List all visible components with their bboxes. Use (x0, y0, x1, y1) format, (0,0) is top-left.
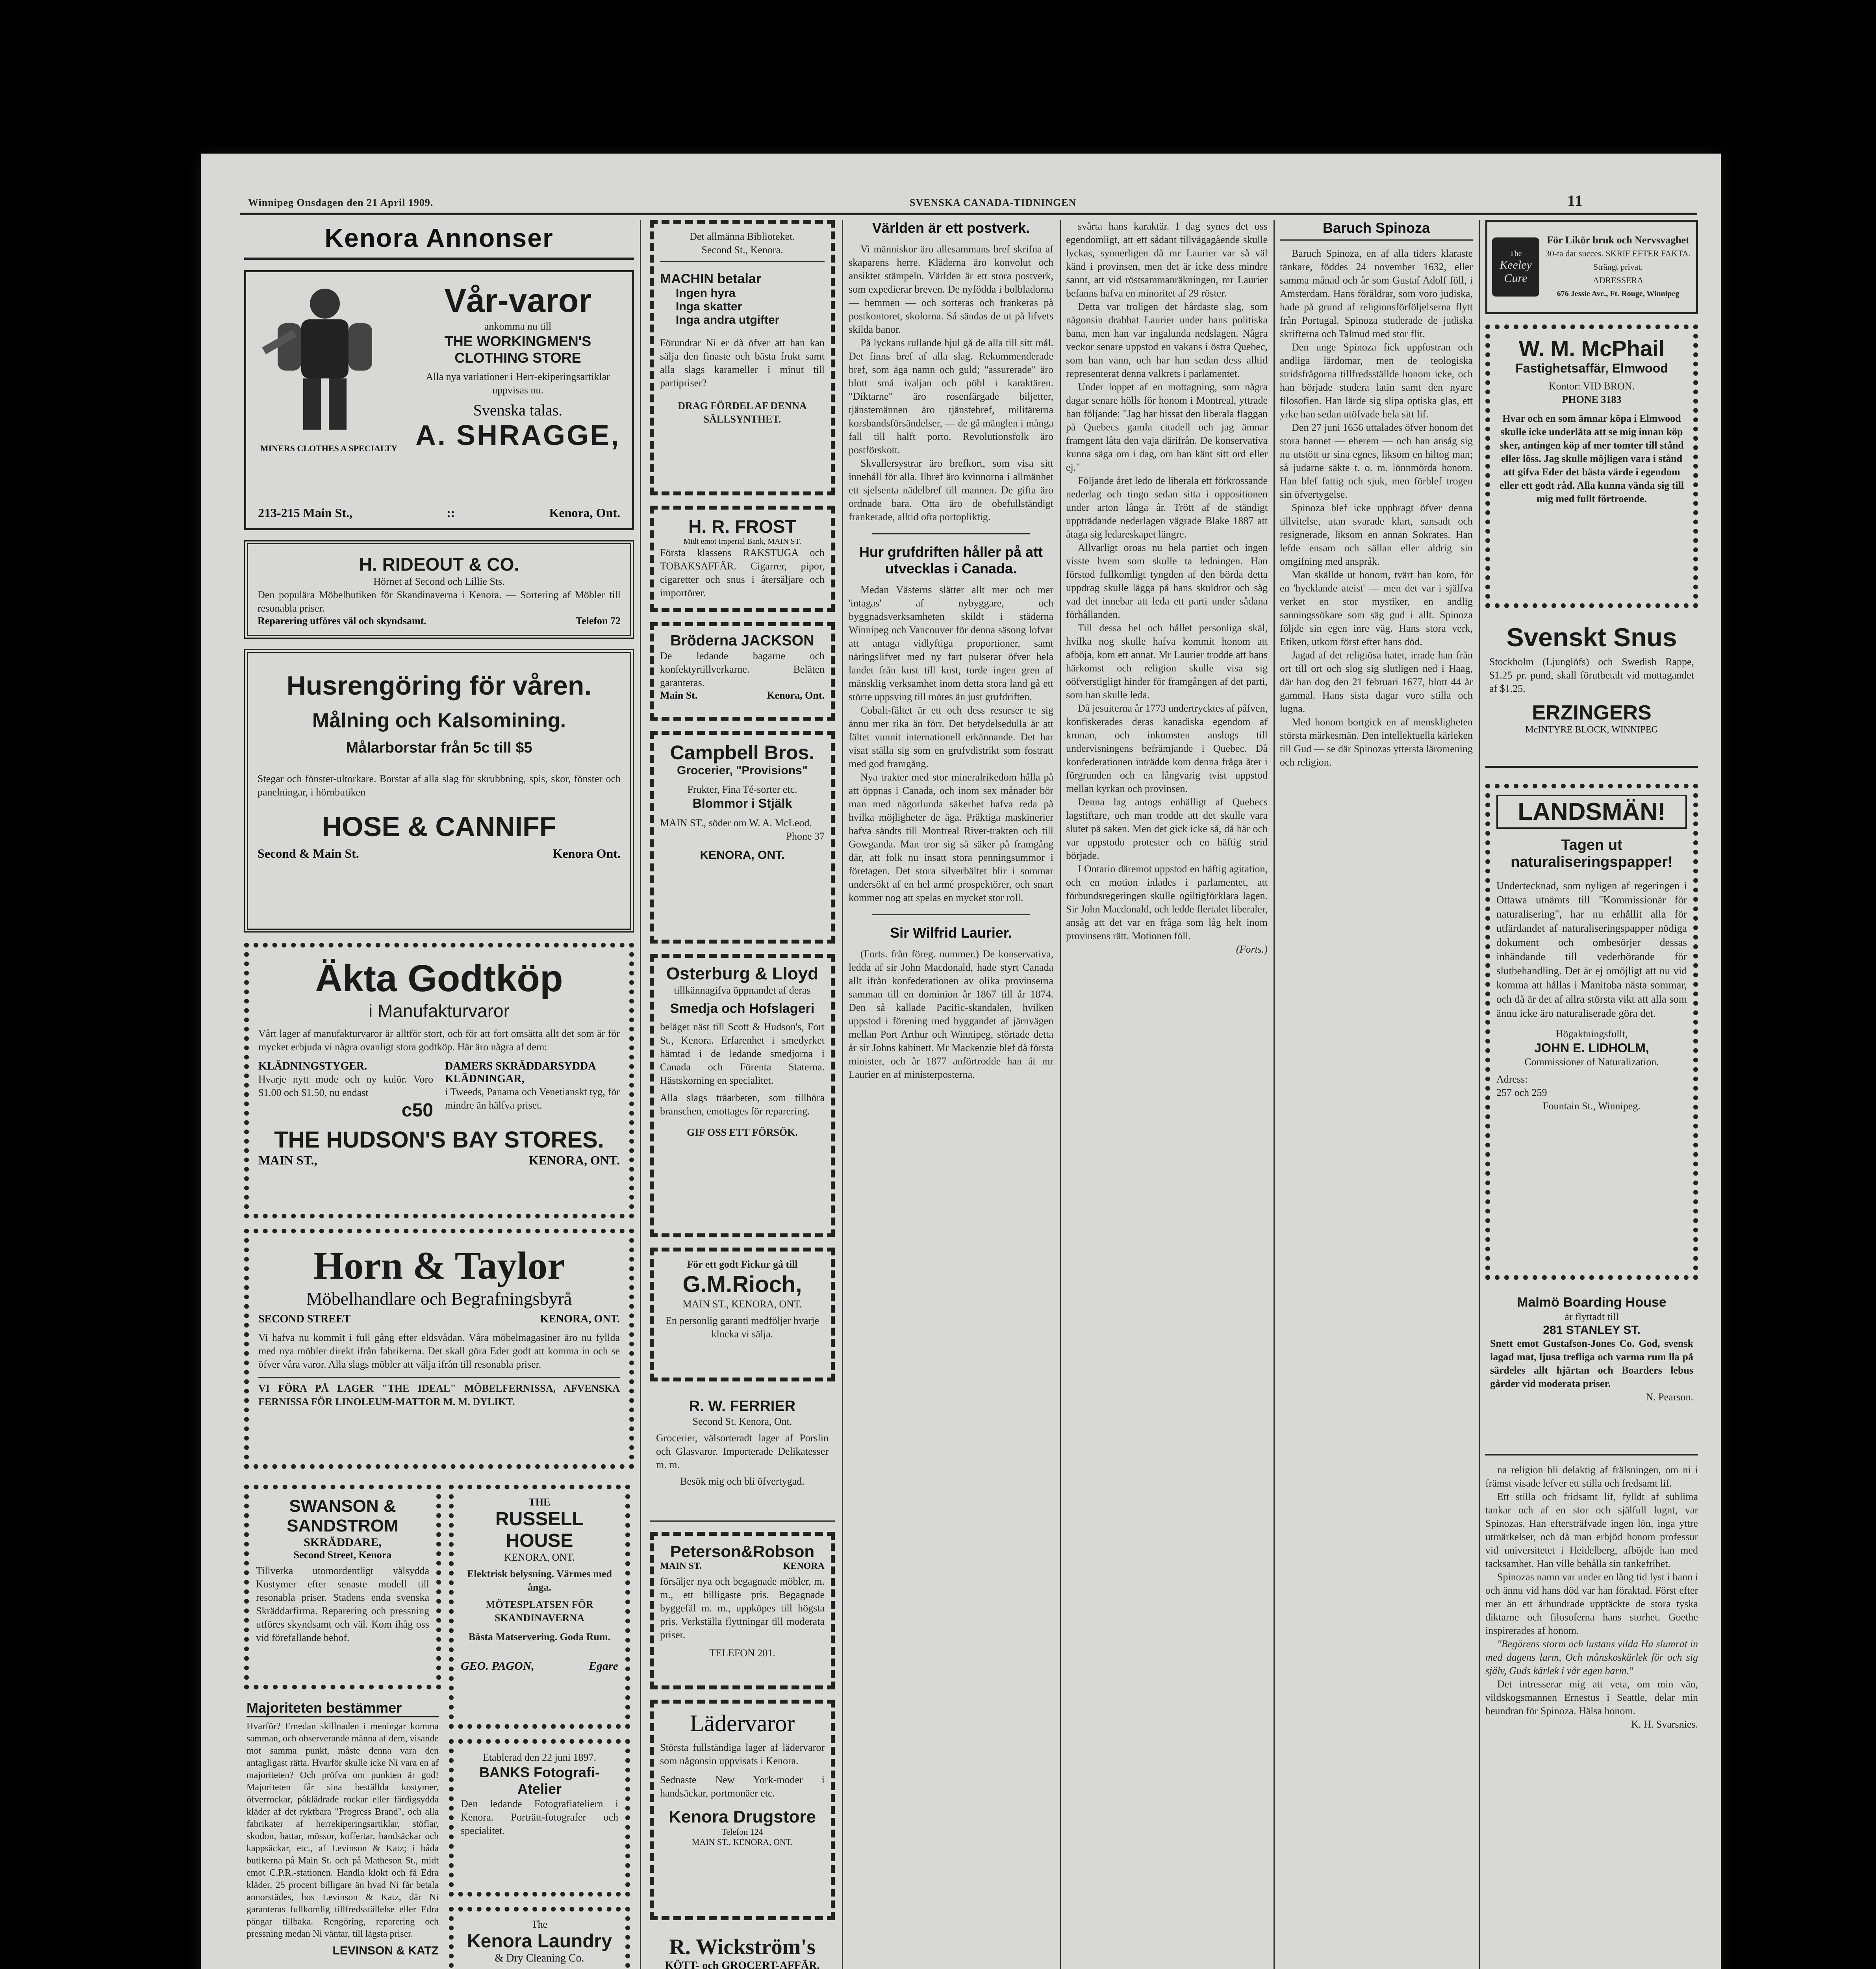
hose-sub2: Målarborstar från 5c till $5 (346, 740, 532, 756)
ferrier-body: Grocerier, välsorteradt lager af Porslin och Glasvaror. Importerade Delikatesser m. m. (656, 1432, 829, 1470)
wickstrom-name: R. Wickström's (669, 1935, 816, 1959)
column-rule (640, 220, 641, 1969)
wickstrom-sub: KÖTT- och GROCERT-AFFÄR. (665, 1960, 820, 1969)
keeley-logo-name: Keeley (1500, 258, 1532, 271)
keeley-line1: För Likör bruk och Nervsvaghet (1547, 234, 1689, 246)
machin-line1: MACHIN betalar (660, 271, 761, 286)
column-rule (1274, 220, 1275, 1969)
horn-title: Horn & Taylor (313, 1244, 565, 1287)
rideout-tel: Telefon 72 (576, 615, 621, 627)
swanson-body: Tillverka utomordentligt välsydda Kostymer efter senaste modell till resonabla priser. Stadens enda svenska Skräddarfirma. Reparering och pressning utföres skyndsamt och väl. Kom ihåg oss vid förefallande behof. (256, 1565, 429, 1643)
horn-address: SECOND STREET (258, 1313, 351, 1325)
banks-body: Den ledande Fotografiateliern i Kenora. Porträtt-fotografer och specialitet. (461, 1798, 618, 1836)
banks-ad (449, 1739, 630, 1897)
article-continued: (Forts.) (1236, 944, 1268, 955)
rideout-line1: Hörnet af Second och Lillie Sts. (373, 576, 505, 587)
rioch-name: G.M.Rioch, (682, 1272, 802, 1297)
frost-line1: Midt emot Imperial Bank, MAIN ST. (683, 537, 801, 546)
hose-body: Stegar och fönster-ultorkare. Borstar af alla slag för skrubbning, spis, skor, fönster och panelningar, i hörnbutiken (258, 773, 621, 798)
shragge-city: Kenora, Ont. (549, 506, 620, 520)
osterburg-ad (650, 954, 835, 1237)
horn-line2: VI FÖRA PÅ LAGER "THE IDEAL" MÖBELFERNISSA, AFVENSKA FERNISSA FÖR LINOLEUM-MATTOR M. M. DYLIKT. (258, 1377, 620, 1409)
mcphail-name: W. M. McPhail (1518, 336, 1665, 361)
winnipeg-ads-column (1485, 220, 1698, 1969)
article-paragraph: Under loppet af en mottagning, som några dagar senare hölls för honom i Montreal, yttrade han följande: "Jag har hissat den liberala flaggan på Quebecs gamla citadell och jag ämnar framgent låta den vaja därifrån. De konservativa kunna säga om i dag, om han känt sitt ord eller ej." (1066, 381, 1268, 473)
shragge-line1: ankomma nu till (484, 321, 552, 332)
peterson-robson-ad (650, 1532, 835, 1689)
rioch-line1: För ett godt Fickur gå till (687, 1259, 798, 1270)
majority-body: Hvarför? Emedan skillnaden i meningar komma samman, och observerande männa af dem, visande mot samma punkt, måste denna vara den antagligast rätta. Hvarför skulle icke Ni vara en af majoriteten? Och pröfva om punkten är god! Majoriteten får sina beställda kostymer, öfverrockar, påklädrade rockar eller färdigsydda kläder af det ryktbara "Progress Brand", och alla fabrikater af herrekiperingsartiklar, stöflar, skodon, hattar, mössor, koffertar, handsäckar och kappsäckar, etc., af Levinson & Katz; i båda butikerna på Main St. och på Matheson St., midt emot C.P.R.-stationen. Handla klokt och få Edra kläder, 25 procent billigare än hvad Ni får betala annorstädes, hos Levinson & Katz, där Ni garanteras fullkomlig tillfredsställelse eller Edra pängar tillbaka. Rengöring, reparering och pressning medan Ni väntar, till lägsta priser. (247, 1721, 439, 1939)
column-rule (842, 220, 843, 1969)
miner-figure (254, 280, 404, 454)
kenora-annonser-banner: Kenora Annonser (244, 220, 634, 260)
keeley-logo-the: The (1509, 249, 1522, 258)
miner-figure-illustration (254, 280, 396, 441)
malmo-title: Malmö Boarding House (1517, 1295, 1667, 1310)
article-paragraph: Det intresserar mig att veta, om min vän, vildskogsmannen Ernestus i Seattle, delar min beundran för Spinoza. Hälsa honom. (1485, 1678, 1698, 1717)
jackson-ad (650, 622, 835, 721)
drugstore-line2: Sednaste New York-moder i handsäckar, portmonäer etc. (660, 1774, 825, 1799)
snus-title: Svenskt Snus (1506, 623, 1677, 652)
osterburg-tag: GIF OSS ETT FÖRSÖK. (687, 1127, 798, 1138)
article-paragraph: Jagad af det religiösa hatet, irrade han från ort till ort och slog sig slutligen ned i Haag, där han dog den 21 februari 1677, blott 44 år gammal. Hans sista dagar voro stilla och lugna. (1280, 649, 1473, 714)
masthead-rule (240, 213, 1697, 215)
campbell-city: KENORA, ONT. (700, 849, 785, 862)
frost-name: H. R. FROST (688, 516, 796, 537)
article-paragraph: Allvarligt oroas nu hela partiet och ingen visste hvem som skulle ta ledningen. Han förstod fullkomligt tyngden af den börda detta uppdrag skulle lägga på hans skuldror och såg vad det innebar att leda ett parti under sådana förhållanden. (1066, 542, 1268, 620)
horn-city: KENORA, ONT. (540, 1313, 620, 1325)
rioch-address: MAIN ST., KENORA, ONT. (682, 1298, 802, 1310)
article-paragraph: Ett stilla och fridsamt lif, fylldt af sublima tankar och af en stor och själfull lugnt, var Spinozas. Han eftersträfvade ingen lön, inga yttre utmärkelser, och då man erbjöd honom professur vid universitetet i Heidelberg, afböjde han med tacksamhet. Han ville behålla sin tankefrihet. (1485, 1491, 1698, 1569)
peterson-city: KENORA (783, 1561, 825, 1571)
keeley-address: 676 Jessie Ave., Ft. Rouge, Winnipeg (1557, 289, 1680, 298)
mcphail-tel: PHONE 3183 (1562, 394, 1622, 405)
hudson-bay-ad (244, 943, 634, 1218)
hudson-h2: DAMERS SKRÄDDARSYDDA KLÄDNINGAR, (445, 1060, 595, 1085)
masthead-date: Winnipeg Onsdagen den 21 April 1909. (248, 197, 434, 208)
mcphail-sub: Fastighetsaffär, Elmwood (1515, 361, 1668, 375)
machin-tag: DRAG FÖRDEL AF DENNA SÄLLSYNTHET. (678, 400, 807, 425)
campbell-sub: Grocerier, "Provisions" (677, 764, 808, 777)
article-paragraph: Med honom bortgick en af menskligheten största märkesmän. Den intellektuella kärleken till Gud — se där Spinozas yttersta läromening och religion. (1280, 716, 1473, 768)
article-paragraph: Följande året ledo de liberala ett förkrossande nederlag och tingo sedan sitta i oppositionen under arton långa år. Trött af de ständigt uppträdande nederlagen vägrade Blake 1887 att åtaga sig ledareskapet längre. (1066, 475, 1268, 540)
campbell-name: Campbell Bros. (670, 742, 815, 764)
swanson-title: SWANSON & SANDSTROM (287, 1496, 399, 1535)
russell-role: Egare (589, 1659, 618, 1672)
malmo-address: 281 STANLEY ST. (1543, 1324, 1641, 1337)
russell-house-ad (449, 1485, 630, 1729)
hudson-address: MAIN ST., (258, 1153, 317, 1167)
hudson-sub: i Manufakturvaror (369, 1001, 510, 1021)
landsman-city: Fountain St., Winnipeg. (1543, 1100, 1641, 1112)
horn-sub: Möbelhandlare och Begrafningsbyrå (306, 1289, 572, 1309)
swanson-address: Second Street, Kenora (293, 1549, 392, 1561)
article-paragraph: Man skällde ut honom, tvärt han kom, för en 'hycklande ateist' — men det var i själfva verket en stor mystiker, en andlig sanningssökare som säg gud i allt. Spinoza följde sin egen inre väg. Hans stora verk, Etiken, utkom först efter hans död. (1280, 569, 1473, 647)
hudson-city: KENORA, ONT. (528, 1153, 620, 1167)
jackson-address: Main St. (660, 690, 698, 701)
mcphail-line1: Kontor: VID BRON. (1548, 380, 1635, 392)
landsman-line2: Högaktningsfullt, (1555, 1028, 1628, 1040)
drugstore-name: Kenora Drugstore (668, 1807, 816, 1826)
campbell-ad (650, 731, 835, 944)
article-paragraph: Då jesuiterna år 1773 undertrycktes af påfven, konfiskerades deras kanadiska egendom af kronan, och inkomsten anslogs till undervisningens befrämjande i Quebec. Då konfederationen inträdde kom denna fråga åter i förgrunden och en långvarig tvist uppstod mellan kyrkan och provinsen. (1066, 703, 1268, 794)
shragge-line5: Svenska talas. (473, 401, 563, 419)
article-column-2 (1066, 220, 1268, 1969)
shragge-sep: :: (447, 506, 455, 520)
russell-title: RUSSELL HOUSE (495, 1509, 584, 1551)
library-line1: Det allmänna Biblioteket. (690, 231, 795, 242)
article-paragraph: Nya trakter med stor mineralrikedom hålla på att öppnas i Canada, och inom sex månader bör man med någorlunda säkerhet hafva reda på hvilka möjligheter de äga. Präktiga maskinerier hafva sändts till Montreal River-trakten och till Gowganda. Man tror sig så säker på framgång där, att folk nu insatt stora penningsummor i företagen. Det stora silverbältet blir i sommar undersökt af en hel armé prospektörer, och snart kommer nog att spelas en mycket stor roll. (849, 771, 1053, 903)
article-paragraph: Den unge Spinoza fick uppfostran och andliga lärdomar, men de teologiska stridsfrågorna tillfredsställde honom icke, och han började studera latin samt den nyare filosofien. Han lärde sig slipa optiska glas, ett yrke han sedan utöfvade hela sitt lif. (1280, 341, 1473, 420)
hudson-price: c50 (401, 1100, 433, 1121)
peterson-tel: TELEFON 201. (709, 1647, 775, 1659)
ferrier-ad (650, 1392, 835, 1522)
shragge-title: Vår-varor (444, 282, 591, 319)
malmo-body: Snett emot Gustafson-Jones Co. God, svensk lagad mat, ljusa trefliga och varma rum lla på särdeles allt hjärtan och Boarders lebus gårder vid moderata priser. (1490, 1338, 1693, 1389)
kenora-ads-column (244, 220, 634, 1969)
campbell-line2: Blommor i Stjälk (692, 796, 792, 810)
snus-address: McINTYRE BLOCK, WINNIPEG (1525, 725, 1658, 735)
drugstore-tel: Telefon 124 (721, 1827, 763, 1837)
jackson-name: Bröderna JACKSON (670, 632, 814, 649)
hudson-name: THE HUDSON'S BAY STORES. (274, 1127, 604, 1153)
russell-city: KENORA, ONT. (504, 1552, 575, 1563)
shragge-line4: Alla nya variationer i Herr-ekiperingsartiklar uppvisas nu. (426, 371, 610, 396)
kenora-drugstore-ad (650, 1700, 835, 1920)
article-column-3 (1280, 220, 1473, 1969)
shragge-line3: CLOTHING STORE (454, 350, 581, 366)
rideout-line3: Reparering utföres väl och skyndsamt. (258, 615, 426, 627)
landsman-line3: Adress: (1496, 1073, 1528, 1085)
swanson-sandstrom-ad (244, 1485, 441, 1689)
article-paragraph: I Ontario däremot uppstod en häftig agitation, och en motion inlades i parlamentet, att förbundsregeringen skulle ogiltigförklara lagen. Sir John Macdonald, och ledde flertalet liberaler, ansåg att det var en fråga som låg helt inom provinsens rätt. Motionen föll. (1066, 863, 1268, 942)
hose-canniff-ad (244, 649, 634, 933)
snus-body: Stockholm (Ljunglöfs) och Swedish Rappe, $1.25 pr. pund, skall förutbetalt vid mottagandet af $1.25. (1489, 656, 1694, 694)
snus-name: ERZINGERS (1532, 701, 1652, 724)
keeley-logo-cure: Cure (1504, 271, 1527, 285)
laundry-title: Kenora Laundry (467, 1931, 612, 1952)
article-paragraph: na religion bli delaktig af frälsningen, om ni i främst visade lefver ett stilla och fredsamt lif. (1485, 1464, 1698, 1489)
article-paragraph: Medan Västerns slätter allt mer och mer 'intagas' af nybyggare, och byggnadsverksamheten skildt i städerna Winnipeg och Vancouver för denna säsong lofvar att antaga vidlyftiga proportioner, samt näringslifvet med ny fart pulserar öfver hela landet från kust till kust, torde ingen gren af mänsklig verksamhet inom detta stora land gå ett större uppsving till mötes än just grufdriften. (849, 584, 1053, 703)
hudson-title: Äkta Godtköp (315, 957, 563, 999)
article-separator (872, 533, 1030, 534)
osterburg-sub: Smedja och Hofslageri (670, 1001, 815, 1016)
rioch-body: En personlig garanti medföljer hvarje klocka vi sälja. (665, 1315, 819, 1340)
malmo-boarding-ad (1485, 1290, 1698, 1455)
osterburg-body: beläget näst till Scott & Hudson's, Fort St., Kenora. Erfarenhet i smedyrket hämtad i de ledande smedjorna i Canada och Förenta Staterna. Hästskorning en specialitet. (660, 1021, 825, 1086)
banks-name: BANKS Fotografi-Atelier (479, 1764, 600, 1797)
shragge-ad (244, 270, 634, 530)
laundry-sub: & Dry Cleaning Co. (495, 1952, 584, 1964)
column-rule (1479, 220, 1480, 1969)
rideout-name: H. RIDEOUT & CO. (359, 554, 519, 575)
osterburg-line3: Alla slags träarbeten, som tillhöra branschen, emottages för reparering. (660, 1092, 825, 1117)
rioch-ad (650, 1248, 835, 1381)
article-paragraph: Detta var troligen det hårdaste slag, som någonsin drabbat Laurier under hans politiska bana, men han var ingalunda nedslagen. Några veckor senare uppstod en vakans i östra Quebec, som han vann, och har han sedan dess alltid representerat denna valkrets i parlamentet. (1066, 301, 1268, 379)
shragge-line2: THE WORKINGMEN'S (444, 333, 591, 349)
article-column-1 (849, 220, 1053, 1969)
russell-owner: GEO. PAGON, (461, 1659, 534, 1672)
landsman-role: Commissioner of Naturalization. (1524, 1056, 1659, 1068)
keeley-line3: ADRESSERA (1592, 275, 1644, 285)
mcphail-ad (1485, 324, 1698, 608)
keeley-cure-ad (1485, 220, 1698, 314)
article-laurier-title: Sir Wilfrid Laurier. (890, 925, 1012, 941)
column-rule (1060, 220, 1061, 1969)
masthead-title: SVENSKA CANADA-TIDNINGEN (910, 197, 1077, 208)
machin-line4: Inga andra utgifter (676, 313, 780, 326)
osterburg-name: Osterburg & Lloyd (666, 964, 819, 983)
hose-address: Second & Main St. (258, 846, 359, 860)
hose-sub: Målning och Kalsomining. (312, 709, 566, 732)
majority-title: Majoriteten bestämmer (247, 1700, 439, 1717)
article-mining-title: Hur grufdriften håller på att utvecklas i Canada. (859, 544, 1043, 577)
article-signature: K. H. Svarsnies. (1631, 1719, 1698, 1730)
landsman-name: JOHN E. LIDHOLM, (1534, 1041, 1649, 1055)
drugstore-title: Lädervaror (690, 1710, 795, 1736)
article-paragraph: svårta hans karaktär. I dag synes det oss egendomligt, att ett sådant tillvägagående skulle lyckas, synnerligen då mr Laurier var så väl känd i provinsen, men det är icke dess mindre sannt, att vid röstsammanräkningen, mr Laurier befanns hafva en minoritet af 29 röster. (1066, 221, 1268, 299)
newspaper-page (201, 154, 1721, 1969)
ferrier-name: R. W. FERRIER (689, 1398, 796, 1415)
shragge-name: A. SHRAGGE, (415, 420, 621, 451)
landsman-body: Undertecknad, som nyligen af regeringen i Ottawa utnämts till "Kommissionär för naturalisering", har nu erhållit alla för utfärdandet af naturaliseringspapper nödiga dokument och ombesörjer dessas inhändande till vederbörande för slutbehandling. Det är ej omöjligt att nu vid komma att hållas i Manitoba nästa sommar, och då är det af allra största vikt att alla som ännu icke äro naturaliserade göra det. (1496, 880, 1687, 1019)
masthead-page-number: 11 (1567, 192, 1583, 210)
laundry-pre: The (531, 1919, 548, 1930)
russell-line1: Elektrisk belysning. Värmes med ånga. (467, 1568, 612, 1593)
ferrier-line2: Besök mig och bli öfvertygad. (680, 1476, 805, 1487)
peterson-address: MAIN ST. (660, 1561, 702, 1571)
miner-caption: MINERS CLOTHES A SPECIALTY (260, 443, 398, 453)
article-paragraph: Denna lag antogs enhälligt af Quebecs lagstiftare, och man trodde att det skulle vara slutet på saken. Men det gick icke så, då här och var uppstodo protester och en häftig strid började. (1066, 796, 1268, 861)
landsman-ad (1485, 784, 1698, 1280)
hudson-h1: KLÄDNINGSTYGER. (258, 1060, 367, 1072)
jackson-city: Kenora, Ont. (767, 690, 825, 701)
article-paragraph: Vi människor äro allesammans bref skrifna af skaparens herre. Kläderna äro konvolut och ansiktet stämpeln. Världen är ett stora postverk, som expedierar breven. De nyfödda i bolbladorna — hemmen — och sorteras och frankeras på postkontoret, skolorna. Så sändas de ut på lifvets skilda banor. (849, 243, 1053, 335)
article-paragraph: Baruch Spinoza, en af alla tiders klaraste tänkare, föddes 24 november 1632, eller samma månad och år som Gustaf Adolf föll, i Amsterdam. Hans föräldrar, som voro judiska, hade på grund af religionsförföljelserna flytt från Portugal. Spinoza studerade de judiska skrifterna och Talmud med stor flit. (1280, 248, 1473, 339)
keeley-logo (1492, 237, 1539, 297)
landsman-sub: Tagen ut naturaliseringspapper! (1511, 837, 1673, 870)
drugstore-body: Största fullständiga lager af lädervaror som någonsin uppvisats i Kenora. (660, 1742, 825, 1767)
landsman-address: 257 och 259 (1496, 1087, 1547, 1098)
swanson-sub: SKRÄDDARE, (304, 1536, 382, 1549)
article-paragraph: Till dessa hel och hållet personliga skäl, hvilka nog skulle hafva kommit honom att afböja, kom ett annat. Mr Laurier trodde att hans härkomst och religion skulle visa sig oöfverstigligt hinder för framgången af det parti, som han skulle leda. (1066, 622, 1268, 701)
ferrier-address: Second St. Kenora, Ont. (692, 1416, 792, 1427)
article-world-post-title: Världen är ett postverk. (872, 220, 1030, 236)
kenora-laundry-ad (449, 1907, 630, 1969)
rideout-ad (244, 540, 634, 639)
frost-body: Första klassens RAKSTUGA och TOBAKSAFFÄR. Cigarrer, pipor, cigaretter och snus i återsäljare och importörer. (660, 547, 825, 599)
machin-line2: Ingen hyra (676, 287, 736, 300)
russell-line3: Bästa Matservering. Goda Rum. (468, 1631, 611, 1643)
article-poem: "Begärens storm och lustans vilda Ha slumrat in med dagens larm, Och månskoskärlek för och sig själv, Guds kärlek i vår egen barm." (1485, 1638, 1698, 1676)
article-paragraph: På lyckans rullande hjul gå de alla till sitt mål. Det finns bref af alla slag. Rekommenderade bref, som äga namn och guld; "assurerade" äro blott små ivaljan och pöbl i karaktären. "Diktarne" äro rosenfärgade biljetter, tjänstemännen äro tjänstebref, militärerna korsbandsförsändelser, — de gå mänglen i många fall till halft porto. Revolutionsfolk äro postförskott. (849, 337, 1053, 456)
campbell-body: Frukter, Fina Té-sorter etc. (687, 784, 797, 795)
article-separator (872, 914, 1030, 915)
machin-line3: Inga skatter (676, 300, 742, 313)
article-paragraph: Spinozas namn var under en lång tid lyst i bann i och ännu vid hans död var han föraktad. Först efter mer än ett århundrade upptäckte de stora tyska diktarne och filosoferna hans storhet. Goethe inspirerades af honom. (1485, 1571, 1698, 1636)
hose-name: HOSE & CANNIFF (322, 811, 556, 842)
article-paragraph: (Forts. från föreg. nummer.) De konservativa, ledda af sir John Macdonald, hade styrt Canada allt ifrån konfederationen av olika provinserna samman till en dominion år 1867 till år 1874. Den så kallade Pacific-skandalen, hvilken uppstod i förening med byggandet af järnvägen mellan Port Arthur och Winnipeg, störtade detta år sir Johns kabinett. Mr Mackenzie blef då första minister, och år 1877 anförtrodde han åt mr Laurier en af ministerposterna. (849, 948, 1053, 1080)
horn-body: Vi hafva nu kommit i full gång efter eldsvådan. Våra möbelmagasiner äro nu fyllda med nya möbler direkt ifrån fabrikerna. Det skall göra Eder godt att komma in och se öfver våra varor. Alla slags möbler att välja ifrån till resonabla priser. (258, 1332, 620, 1370)
russell-line2: MÖTESPLATSEN FÖR SKANDINAVERNA (486, 1599, 593, 1624)
osterburg-line1: tillkännagifva öppnandet af deras (674, 984, 811, 996)
shragge-address: 213-215 Main St., (258, 506, 352, 520)
keeley-line2: 30-ta dar succes. SKRIF EFTER FAKTA. Strängt privat. (1545, 248, 1691, 272)
drugstore-address: MAIN ST., KENORA, ONT. (691, 1837, 793, 1847)
majority-signature: LEVINSON & KATZ (332, 1944, 439, 1957)
article-spinoza-title: Baruch Spinoza (1280, 220, 1473, 241)
landsman-title: LANDSMÄN! (1496, 795, 1687, 829)
campbell-tel: Phone 37 (786, 831, 825, 842)
hudson-t1: Hvarje nytt mode och ny kulör. Voro $1.00 och $1.50, nu endast (258, 1073, 433, 1098)
rideout-line2: Den populära Möbelbutiken för Skandinaverna i Kenora. — Sortering af Möbler till resonabla priser. (258, 589, 621, 614)
malmo-signature: N. Pearson. (1646, 1391, 1693, 1403)
frost-ad (650, 506, 835, 612)
ads-column-2 (650, 220, 835, 1969)
majority-article (244, 1700, 441, 1958)
hudson-body: Vårt lager af manufakturvaror är alltför stort, och för att fort omsätta allt det som är för mycket erbjuda vi några ovanligt stora godtköp. Här äro några af dem: (258, 1028, 620, 1053)
article-paragraph: Skvallersystrar äro brefkort, som visa sitt innehåll för alla. Ilbref äro kvinnorna i allmänhet ett sjelsenta nädelbref till mannen. De gifta äro ordnade bara. Otta äro de obefullständigt frankerade, alltid ofta portopliktig. (849, 458, 1053, 523)
horn-taylor-ad (244, 1229, 634, 1469)
malmo-line1: är flyttadt till (1565, 1311, 1619, 1322)
wickstrom-ad (650, 1930, 835, 1969)
mcphail-body: Hvar och en som ämnar köpa i Elmwood skulle icke underlåta att se mig innan köp sker, antingen köp af mer tomter till stånd eller löss. Jag skulle möjligen vara i stånd att gifva Eder det bästa värde i egendom eller ett godt råd. Alla kunna vända sig till mig med fullt förtroende. (1499, 413, 1684, 504)
library-machin-ad (650, 220, 835, 495)
article-paragraph: Den 27 juni 1656 uttalades öfver honom det stora bannet — eherem — och han ansåg sig nu utstött ur sina egnes, liksom en hiltog man; så judarne säkte t. o. m. lönnmörda honom. Han blef fattig och sjuk, men förblef trogen sin öfvertygelse. (1280, 422, 1473, 500)
library-line2: Second St., Kenora. (701, 244, 783, 256)
jackson-body: De ledande bagarne och konfektyrtillverkarne. Beläten garanteras. (660, 650, 825, 688)
machin-body: Förundrar Ni er då öfver att han kan sälja den finaste och bästa frukt samt alla slags karameller i minut till partipriser? (660, 337, 825, 389)
russell-pre: THE (528, 1496, 551, 1508)
hose-title: Husrengöring för våren. (286, 671, 592, 701)
hose-city: Kenora Ont. (552, 846, 621, 860)
article-paragraph: Cobalt-fältet är ett och dess resurser te sig ännu mer rika än förr. Det betydelsedulla är att fältet vunnit internationell erkännande. Det har visat ställa sig som en grufvdistrikt som fostratt med god framgång. (849, 705, 1053, 769)
hudson-t2: i Tweeds, Panama och Venetianskt tyg, för mindre än hälfva priset. (445, 1086, 620, 1111)
article-paragraph: Spinoza blef icke uppbragt öfver denna tillvitelse, utan svarade klart, sansadt och resignerade, liksom en annan Sokrates. Han lefde ensam och sällan eller aldrig sin omgifning med anspråk. (1280, 502, 1473, 567)
campbell-address: MAIN ST., söder om W. A. McLeod. (660, 817, 812, 829)
peterson-name: Peterson&Robson (670, 1542, 815, 1561)
peterson-body: försäljer nya och begagnade möbler, m. m., ett billigaste pris. Begagnade byggefäl m. m., uppköpes till högsta pris. Verkställa flyttningar till moderata priser. (660, 1576, 825, 1641)
banks-established: Etablerad den 22 juni 1897. (482, 1752, 597, 1763)
svenskt-snus-ad (1485, 618, 1698, 768)
